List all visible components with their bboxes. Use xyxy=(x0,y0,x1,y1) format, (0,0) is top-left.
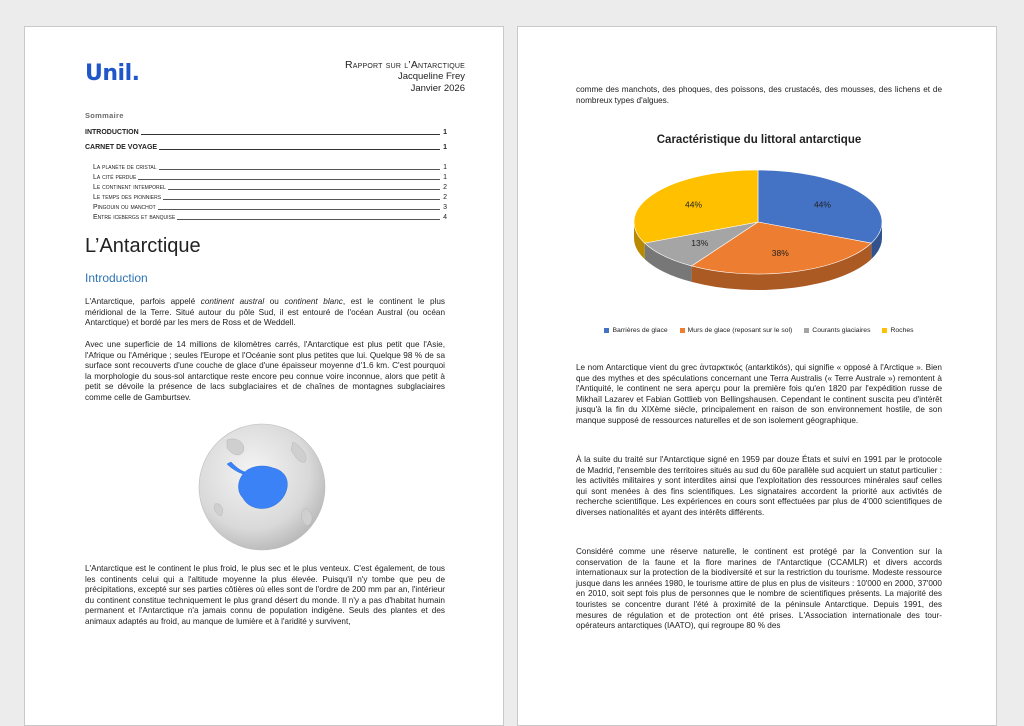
table-of-contents xyxy=(85,111,447,222)
chart-title: Caractéristique du littoral antarctique xyxy=(656,134,862,146)
antarctica-globe-image xyxy=(197,422,327,552)
toc-subentry-page: 2 xyxy=(443,194,447,201)
paragraph-nom: Le nom Antarctique vient du grec ἀνταρκτικός (antarktikós), qui signifie « opposé à l'Arctique ». Bien que des mythes et des spéculations concernant une Terra Australis (« Terre Australe ») remontent à l'Antiquité, le continent ne sera aperçu pour la première fois qu'en 1820 par l'expédition russe de Mikhaïl Lazarev et Fabian Gottlieb von Bellingshausen. Cependant le continent suscita peu d'intérêt jusqu'à la fin du XIXème siècle, principalement en raison de son environnement hostile, de son manque supposé de ressources naturelles et de son isolement géographique. xyxy=(576,363,942,425)
toc-subentry-label: Pingouin ou manchot xyxy=(93,204,156,211)
report-header xyxy=(345,59,465,95)
toc-entry-label: CARNET DE VOYAGE xyxy=(85,144,158,151)
legend-swatch xyxy=(680,328,685,333)
toc-leader xyxy=(168,189,440,190)
chart-legend xyxy=(576,327,942,334)
toc-subentry-label: Le continent intemporel xyxy=(93,184,166,191)
toc-subentry-page: 2 xyxy=(443,184,447,191)
toc-subentry-page: 1 xyxy=(443,164,447,171)
paragraph-reserve: Considéré comme une réserve naturelle, le continent est protégé par la Convention sur la conservation de la faune et la flore marines de l'Antarctique (CCAMLR) et divers accords internationaux sur la protection de la biodiversité et sur la restriction du tourisme. Modeste ressource jusque dans les années 1980, le tourisme attire de plus en plus de visiteurs : 10'000 en 2000, 37'000 en 2010, soit sept fois plus de personnes que le nombre de scientifiques présents. La majorité des touristes se concentre durant l'été à proximité de la péninsule Antarctique. Depuis 1991, des mesures de régulation et de protection ont été prises. L'Association internationale des tour-opérateurs antarctiques (IAATO), qui regroupe 80 % des xyxy=(576,547,942,631)
toc-entry[interactable] xyxy=(85,127,447,137)
page-title: L’Antarctique xyxy=(85,235,201,257)
pie-data-label: 44% xyxy=(685,199,703,210)
legend-swatch xyxy=(604,328,609,333)
legend-swatch xyxy=(882,328,887,333)
pie-chart xyxy=(618,152,898,322)
report-date: Janvier 2026 xyxy=(410,83,465,94)
unil-logo: Unil. xyxy=(85,61,140,86)
pie-data-label: 44% xyxy=(813,199,831,210)
toc-entry-page: 1 xyxy=(443,144,447,151)
legend-label: Courants glaciaires xyxy=(812,327,871,334)
toc-subentry-page: 3 xyxy=(443,204,447,211)
toc-subentry-label: Entre icebergs et banquise xyxy=(93,214,176,221)
pie-data-label: 38% xyxy=(771,247,789,258)
paragraph-climat: L'Antarctique est le continent le plus froid, le plus sec et le plus venteux. C'est également, de tous les continents celui qui a l'altitude moyenne la plus élevée. Puisqu'il n'y tombe que peu de précipitations, excepté sur ses parties côtières où elles sont de l'ordre de 200 mm par an, l'intérieur du continent constitue techniquement le plus grand désert du monde. Il n'y a pas d'habitat humain permanent et l'Antarctique n'a jamais connu de population indigène. Seuls des plantes et des animaux adaptés au froid, au manque de lumière et à l'aridité y survivent, xyxy=(85,564,445,626)
toc-subentry-label: La cité perdue xyxy=(93,174,137,181)
legend-swatch xyxy=(804,328,809,333)
toc-leader xyxy=(159,149,440,150)
toc-entry-page: 1 xyxy=(443,129,447,136)
toc-subentry-page: 4 xyxy=(443,214,447,221)
toc-leader xyxy=(158,209,440,210)
document-page-1 xyxy=(24,26,504,726)
legend-label: Murs de glace (reposant sur le sol) xyxy=(687,327,793,334)
toc-subentry[interactable] xyxy=(85,172,447,182)
legend-item xyxy=(604,327,667,334)
toc-subentry-page: 1 xyxy=(443,174,447,181)
report-title: Rapport sur l’Antarctique xyxy=(344,59,465,71)
legend-label: Barrières de glace xyxy=(612,327,668,334)
legend-label: Roches xyxy=(890,327,914,334)
report-author: Jacqueline Frey xyxy=(397,71,465,82)
toc-subentry[interactable] xyxy=(85,202,447,212)
toc-entry[interactable] xyxy=(85,142,447,152)
toc-leader xyxy=(163,199,440,200)
document-page-2 xyxy=(517,26,997,726)
toc-leader xyxy=(159,169,441,170)
paragraph-faune: comme des manchots, des phoques, des poissons, des crustacés, des mousses, des lichens et de nombreux types d'algues. xyxy=(576,85,942,105)
toc-leader xyxy=(177,219,440,220)
paragraph-superficie: Avec une superficie de 14 millions de kilomètres carrés, l'Antarctique est plus petit que l'Asie, l'Afrique ou l'Amérique ; seules l'Europe et l'Océanie sont plus petites que lui. Quelque 98 % de sa surface sont recouverts d'une couche de glace d'une épaisseur moyenne d'1.6 km. C'est pourquoi la morphologie du sous-sol antarctique reste encore peu connue voire inconnue, alors que petit à petit se dévoile la présence de lacs subglaciaires et de chaînes de montagnes subglaciaires comme celle de Gamburtsev. xyxy=(85,340,445,402)
pie-data-label: 13% xyxy=(691,238,709,249)
toc-leader xyxy=(138,179,440,180)
section-heading: Introduction xyxy=(85,271,148,285)
toc-subentry[interactable] xyxy=(85,182,447,192)
legend-item xyxy=(882,327,913,334)
toc-title: Sommaire xyxy=(85,111,124,120)
toc-subentry-label: Le temps des pionniers xyxy=(93,194,162,201)
paragraph-traite: À la suite du traité sur l'Antarctique signé en 1959 par douze États et suivi en 1991 par le protocole de Madrid, l'ensemble des territoires situés au sud du 60e parallèle sud acquiert un statut particulier : les activités militaires y sont interdites ainsi que l'exploitation des ressources minérales sauf celles qui sont menées à des fins scientifiques. Les signataires accordent la priorité aux activités de recherche scientifique. Les expériences en cours sont effectuées par plus de 4'000 scientifiques de diverses nationalités et ayant des intérêts différents. xyxy=(576,455,942,517)
paragraph-intro: L'Antarctique, parfois appelé continent austral ou continent blanc, est le continent le plus méridional de la Terre. Situé autour du pôle Sud, il est entouré de l'océan Austral (ou océan Antarctique) et bordé par les mers de Ross et de Weddell. xyxy=(85,297,445,328)
toc-subentry[interactable] xyxy=(85,212,447,222)
toc-subentry[interactable] xyxy=(85,162,447,172)
toc-entry-label: INTRODUCTION xyxy=(85,129,139,136)
legend-item xyxy=(680,327,793,334)
toc-leader xyxy=(141,134,440,135)
legend-item xyxy=(804,327,870,334)
toc-subentry-label: La planète de cristal xyxy=(93,164,157,171)
toc-subentry[interactable] xyxy=(85,192,447,202)
